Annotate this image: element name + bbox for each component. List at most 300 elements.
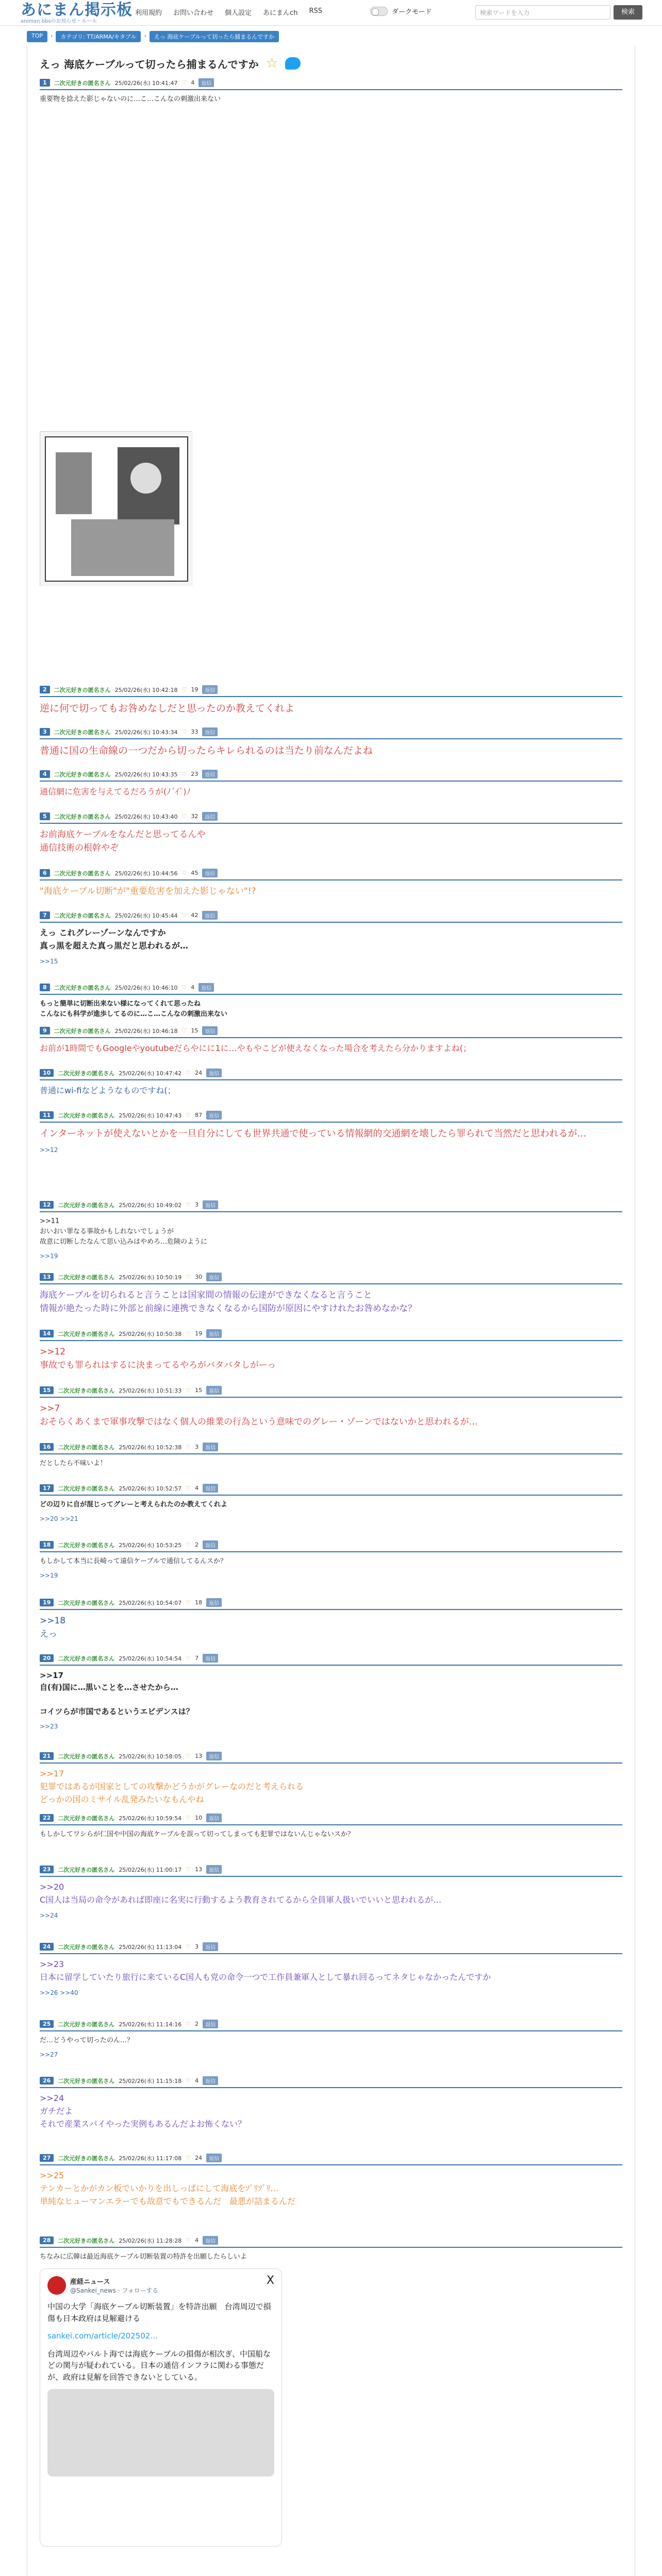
post-number[interactable]: 14	[40, 1330, 54, 1337]
heart-icon[interactable]: ♡	[186, 1866, 191, 1873]
manga-image	[40, 432, 193, 586]
heart-icon[interactable]: ♡	[186, 1485, 191, 1492]
responses-link[interactable]: >>23	[40, 1723, 58, 1730]
poster-name: 二次元好きの匿名さん	[58, 1943, 115, 1951]
thread-title: えっ 海底ケーブルって切ったら捕まるんですか	[40, 58, 259, 71]
search-input[interactable]	[475, 5, 610, 20]
post-number[interactable]: 4	[40, 770, 50, 778]
post-body: >>7 おそらくあくまで軍事攻撃ではなく個人の維業の行為という意味でのグレー・ゾーンではないかと思われるが…	[40, 1403, 478, 1428]
dark-mode-toggle[interactable]	[370, 7, 388, 16]
post-19	[40, 1598, 622, 1641]
like-count: 45	[191, 870, 198, 876]
post-number[interactable]: 11	[40, 1111, 54, 1119]
post-number[interactable]: 28	[40, 2236, 54, 2244]
post-25	[40, 2020, 622, 2058]
post-date: 25/02/26(水) 10:54:54	[119, 1655, 182, 1662]
tweet-text: 中国の大学「海底ケーブル切断装置」を特許出願 台湾周辺で損傷も日本政府は見解避ける	[47, 2302, 271, 2323]
post-body: 海底ケーブルを切られると言うことは国家間の情報の伝達ができなくなると言うこと 情報が絶たった時に外部と前線に連携できなくなるから国防が原因にやすけれたお咎めなかな？	[40, 1290, 417, 1314]
post-5	[40, 812, 622, 855]
heart-icon[interactable]: ♡	[186, 1330, 191, 1337]
reply-button[interactable]: 返信	[203, 1654, 218, 1663]
post-date: 25/02/26(水) 10:59:54	[119, 1815, 182, 1822]
heart-icon[interactable]: ♡	[186, 1112, 191, 1118]
post-body: えっ これグレーゾーンなんですか 真っ黒を超えた真っ黒だと思われるが…	[40, 928, 189, 951]
like-count: 4	[195, 1485, 199, 1492]
post-date: 25/02/26(水) 10:54:07	[119, 1599, 182, 1606]
thread-container	[27, 46, 635, 2576]
reply-button[interactable]: 返信	[203, 2076, 218, 2085]
post-meta	[40, 727, 622, 739]
like-count: 4	[195, 2077, 199, 2084]
poster-name: 二次元好きの匿名さん	[58, 2237, 115, 2244]
like-count: 32	[191, 813, 198, 820]
post-17	[40, 1484, 622, 1522]
post-date: 25/02/26(水) 11:17:08	[119, 2155, 182, 2162]
poster-name: 二次元好きの匿名さん	[58, 1201, 115, 1209]
reply-button[interactable]: 返信	[203, 1540, 218, 1549]
tweet-image[interactable]	[47, 2389, 274, 2477]
like-count: 23	[191, 771, 198, 777]
reply-button[interactable]: 返信	[206, 1598, 222, 1607]
post-date: 25/02/26(水) 10:50:19	[119, 1274, 182, 1281]
reply-button[interactable]: 返信	[206, 1752, 222, 1760]
post-image[interactable]	[40, 431, 192, 586]
reply-button[interactable]: 返信	[206, 1329, 222, 1338]
reply-button[interactable]: 返信	[203, 1200, 218, 1209]
poster-name: 二次元好きの匿名さん	[58, 1541, 115, 1549]
post-date: 25/02/26(水) 10:44:56	[114, 870, 178, 877]
poster-name: 二次元好きの匿名さん	[54, 813, 111, 820]
post-8	[40, 983, 622, 1020]
post-24	[40, 1942, 622, 1996]
reply-button[interactable]: 返信	[202, 1026, 218, 1035]
post-meta	[40, 2236, 622, 2248]
tweet-link[interactable]: sankei.com/article/202502…	[47, 2331, 158, 2341]
post-meta	[40, 1111, 622, 1123]
heart-icon[interactable]: ♡	[186, 1541, 191, 1548]
dark-mode	[370, 6, 432, 16]
like-count: 13	[195, 1753, 203, 1759]
post-date: 25/02/26(水) 10:47:42	[119, 1070, 182, 1077]
like-count: 18	[195, 1599, 203, 1606]
breadcrumb-category[interactable]: カテゴリ: TT/ARMA/キタブル	[56, 31, 141, 42]
post-date: 25/02/26(水) 10:46:10	[114, 984, 178, 991]
post-meta	[40, 1654, 622, 1666]
thread-title-row	[40, 56, 301, 71]
post-number[interactable]: 18	[40, 1541, 54, 1549]
post-date: 25/02/26(水) 10:53:25	[119, 1541, 182, 1549]
post-9	[40, 1026, 622, 1055]
heart-icon[interactable]: ♡	[186, 1815, 191, 1821]
post-date: 25/02/26(水) 11:14:16	[119, 2021, 182, 2028]
poster-name: 二次元好きの匿名さん	[54, 771, 111, 778]
poster-name: 二次元好きの匿名さん	[58, 2077, 115, 2084]
like-count: 2	[195, 2021, 199, 2027]
heart-icon[interactable]: ♡	[181, 728, 187, 735]
heart-icon[interactable]: ♡	[186, 1070, 191, 1076]
post-date: 25/02/26(水) 10:43:34	[114, 728, 178, 736]
nav-contact[interactable]: お問い合わせ	[173, 9, 214, 17]
like-count: 4	[191, 79, 195, 86]
like-count: 13	[195, 1866, 203, 1873]
heart-icon[interactable]: ♡	[181, 771, 187, 777]
post-meta	[40, 983, 622, 995]
post-body: もしかして本当に長崎って遠信ケーブルで通信してるんスか？	[40, 1557, 227, 1565]
like-count: 3	[195, 1943, 199, 1950]
post-21	[40, 1752, 622, 1806]
post-date: 25/02/26(水) 10:49:02	[119, 1201, 182, 1209]
responses-link[interactable]: >>12	[40, 1146, 58, 1154]
heart-icon[interactable]: ♡	[186, 2021, 191, 2027]
reply-button[interactable]: 返信	[206, 1111, 222, 1120]
breadcrumb-separator: ›	[144, 32, 146, 39]
poster-name: 二次元好きの匿名さん	[58, 1387, 115, 1394]
heart-icon[interactable]: ♡	[186, 2155, 191, 2161]
responses-link[interactable]: >>19	[40, 1252, 58, 1260]
post-1	[40, 78, 622, 586]
post-body: 通信網に危害を与えてるだろうが(ﾉ´ｲ`)ﾉ	[40, 787, 191, 796]
post-14	[40, 1329, 622, 1372]
breadcrumb-thread[interactable]: えっ 海底ケーブルって切ったら捕まるんですか	[150, 31, 279, 42]
post-20	[40, 1654, 622, 1730]
post-body: お前が1時間でもGoogleやyoutubeだらやにに1に…やもやこどが使えなくなった場合を考えたら分かりますよね(；	[40, 1043, 471, 1053]
post-26	[40, 2076, 622, 2130]
post-body: もっと簡単に切断出来ない様になってくれて思ったね こんなにも科学が進歩してるのに…こ…こんなの刺激出来ない	[40, 1000, 228, 1019]
post-meta	[40, 1540, 622, 1552]
post-number[interactable]: 6	[40, 869, 50, 877]
reply-button[interactable]: 返信	[202, 869, 218, 877]
heart-icon[interactable]: ♡	[181, 686, 187, 693]
post-meta	[40, 869, 622, 880]
post-body: だ…どうやって切ったのん…？	[40, 2037, 134, 2044]
post-number[interactable]: 16	[40, 1443, 54, 1451]
post-number[interactable]: 23	[40, 1866, 54, 1873]
post-meta	[40, 685, 622, 697]
reply-button[interactable]: 返信	[203, 1484, 218, 1493]
reply-button[interactable]: 返信	[202, 911, 218, 920]
site-header	[0, 0, 662, 26]
twitter-share-icon[interactable]	[285, 57, 301, 70]
post-11	[40, 1111, 622, 1154]
poster-name: 二次元好きの匿名さん	[54, 912, 111, 919]
post-date: 25/02/26(水) 10:52:57	[119, 1485, 182, 1492]
like-count: 3	[195, 1444, 199, 1450]
post-4	[40, 770, 622, 799]
header-nav	[135, 7, 322, 17]
post-date: 25/02/26(水) 10:41:47	[114, 79, 178, 87]
post-date: 25/02/26(水) 10:43:40	[114, 813, 178, 820]
like-count: 87	[195, 1112, 203, 1118]
like-count: 4	[195, 2237, 199, 2244]
poster-name: 二次元好きの匿名さん	[54, 686, 111, 693]
post-number[interactable]: 8	[40, 984, 50, 991]
reply-button[interactable]: 返信	[202, 770, 218, 778]
tweet-header	[47, 2276, 274, 2295]
post-meta	[40, 1443, 622, 1454]
post-number[interactable]: 25	[40, 2020, 54, 2028]
post-meta	[40, 1026, 622, 1038]
heart-icon[interactable]: ♡	[186, 1599, 191, 1606]
post-number[interactable]: 20	[40, 1654, 54, 1662]
dark-mode-label: ダークモード	[392, 8, 432, 16]
like-count: 30	[195, 1274, 203, 1280]
post-number[interactable]: 21	[40, 1752, 54, 1760]
post-7	[40, 911, 622, 965]
like-count: 24	[195, 1070, 203, 1076]
responses-link[interactable]: >>15	[40, 957, 58, 965]
poster-name: 二次元好きの匿名さん	[58, 1330, 115, 1337]
search-placeholder: 検索ワードを入力	[480, 9, 530, 16]
post-number[interactable]: 22	[40, 1814, 54, 1822]
post-meta	[40, 78, 622, 90]
post-meta	[40, 1752, 622, 1764]
like-count: 2	[195, 1541, 199, 1548]
tweet-author[interactable]: 産経ニュース	[70, 2278, 110, 2286]
like-count: 15	[191, 1027, 198, 1034]
reply-button[interactable]: 返信	[203, 1443, 218, 1451]
post-meta	[40, 1484, 622, 1496]
post-body: もしかしてワシらが仁国や中国の海底ケーブルを誤って切ってしまっても犯罪ではないんじゃないスか？	[40, 1831, 354, 1838]
post-number[interactable]: 13	[40, 1273, 54, 1281]
post-date: 25/02/26(水) 10:45:44	[114, 912, 178, 919]
heart-icon[interactable]: ♡	[186, 1753, 191, 1759]
reply-button[interactable]: 返信	[202, 812, 218, 821]
poster-name: 二次元好きの匿名さん	[58, 1866, 115, 1873]
post-18	[40, 1540, 622, 1579]
post-date: 25/02/26(水) 10:46:18	[114, 1027, 178, 1035]
post-meta	[40, 1814, 622, 1825]
post-body: インターネットが使えないとかを一旦自分にしても世界共通で使っている情報網的交通網を壊したら罪られて当然だと思われるが…	[40, 1128, 587, 1139]
post-22	[40, 1814, 622, 1840]
responses-link[interactable]: >>19	[40, 1572, 58, 1580]
post-body: >>17 自(有)国に…黒いことを…させたから… コイツらが市国であるというエビデンスは？	[40, 1671, 194, 1716]
post-28	[40, 2236, 622, 2547]
heart-icon[interactable]: ♡	[186, 1201, 191, 1208]
poster-name: 二次元好きの匿名さん	[54, 79, 111, 87]
post-number[interactable]: 7	[40, 911, 50, 919]
post-date: 25/02/26(水) 10:58:05	[119, 1753, 182, 1760]
breadcrumb-separator: ›	[51, 32, 53, 39]
poster-name: 二次元好きの匿名さん	[58, 1112, 115, 1119]
post-meta	[40, 1329, 622, 1341]
post-number[interactable]: 19	[40, 1599, 54, 1606]
heart-icon[interactable]: ♡	[186, 1655, 191, 1662]
poster-name: 二次元好きの匿名さん	[58, 1274, 115, 1281]
reply-button[interactable]: 返信	[203, 2020, 218, 2028]
post-body: >>11 おいおい罪なる事故かもしれないでしょうが 故意に切断したなんて思い込みはやめろ…危険のように	[40, 1217, 208, 1246]
poster-name: 二次元好きの匿名さん	[58, 2155, 115, 2162]
post-body: >>25 テンカーとかがカン板でいかりを出しっぱにして海底をｿﾞﾘｿﾞﾘ… 単純なヒューマンエラーでも故意でもできるんだ 最悪が詰まるんだ	[40, 2171, 296, 2206]
heart-icon[interactable]: ♡	[181, 813, 187, 820]
heart-icon[interactable]: ♡	[181, 912, 187, 919]
like-count: 33	[191, 728, 198, 735]
like-count: 15	[195, 1387, 203, 1394]
breadcrumb	[27, 31, 279, 42]
favorite-star-icon[interactable]: ☆	[266, 56, 278, 71]
post-date: 25/02/26(水) 10:43:35	[114, 771, 178, 778]
post-body: >>17 犯罪ではあるが国家としての攻撃かどうかがグレーなのだと考えられる どっかの国のミサイル乱発みたいなもんやね	[40, 1769, 304, 1804]
like-count: 3	[195, 1201, 199, 1208]
post-16	[40, 1443, 622, 1469]
post-number[interactable]: 17	[40, 1484, 54, 1492]
poster-name: 二次元好きの匿名さん	[58, 1815, 115, 1822]
poster-name: 二次元好きの匿名さん	[58, 1753, 115, 1760]
reply-button[interactable]: 返信	[206, 1386, 222, 1395]
post-3	[40, 727, 622, 758]
post-6	[40, 869, 622, 898]
post-meta	[40, 1598, 622, 1610]
post-meta	[40, 770, 622, 782]
heart-icon[interactable]: ♡	[186, 2077, 191, 2084]
like-count: 4	[191, 984, 195, 991]
responses-link[interactable]: >>20 >>21	[40, 1515, 78, 1523]
post-10	[40, 1069, 622, 1097]
logo-title[interactable]: あにまん掲示板	[21, 1, 133, 19]
avatar[interactable]	[47, 2276, 66, 2295]
like-count: 7	[195, 1655, 199, 1662]
heart-icon[interactable]: ♡	[186, 1444, 191, 1450]
logo-subtitle[interactable]: animan bbsのお知らせ・ルール	[21, 19, 97, 24]
responses-link[interactable]: >>27	[40, 2051, 58, 2059]
reply-button[interactable]: 返信	[198, 78, 214, 87]
poster-name: 二次元好きの匿名さん	[58, 2021, 115, 2028]
post-meta	[40, 2076, 622, 2088]
poster-name: 二次元好きの匿名さん	[54, 870, 111, 877]
reply-button[interactable]: 返信	[198, 983, 214, 992]
post-date: 25/02/26(水) 10:52:38	[119, 1444, 182, 1451]
post-meta	[40, 1386, 622, 1398]
heart-icon[interactable]: ♡	[186, 1274, 191, 1280]
like-count: 19	[191, 686, 198, 693]
heart-icon[interactable]: ♡	[186, 1943, 191, 1950]
post-date: 25/02/26(水) 10:51:33	[119, 1387, 182, 1394]
breadcrumb-top[interactable]: TOP	[27, 31, 47, 42]
reply-button[interactable]: 返信	[206, 1814, 222, 1822]
post-number[interactable]: 15	[40, 1386, 54, 1394]
post-date: 25/02/26(水) 10:42:18	[114, 686, 178, 693]
post-body: だとしたら不味いよ！	[40, 1460, 107, 1467]
poster-name: 二次元好きの匿名さん	[54, 984, 111, 991]
post-15	[40, 1386, 622, 1429]
responses-link[interactable]: >>24	[40, 1911, 58, 1919]
post-13	[40, 1273, 622, 1316]
post-number[interactable]: 12	[40, 1201, 54, 1209]
reply-button[interactable]: 返信	[206, 1069, 222, 1077]
post-12	[40, 1200, 622, 1260]
reply-button[interactable]: 返信	[202, 727, 218, 736]
reply-button[interactable]: 返信	[203, 1942, 218, 1951]
heart-icon[interactable]: ♡	[186, 1387, 191, 1394]
post-body: >>20 C国人は当局の命令があれば即座に名実に行動するよう教育されてるから全員軍人扱いでいいと思われるが…	[40, 1882, 442, 1905]
post-meta	[40, 1069, 622, 1080]
nav-settings[interactable]: 個人設定	[225, 9, 252, 17]
post-number[interactable]: 2	[40, 686, 50, 693]
heart-icon[interactable]: ♡	[186, 2237, 191, 2244]
heart-icon[interactable]: ♡	[181, 1027, 187, 1034]
post-number[interactable]: 3	[40, 728, 50, 736]
search-button[interactable]: 検索	[614, 5, 642, 20]
post-meta	[40, 1200, 622, 1212]
post-number[interactable]: 5	[40, 812, 50, 820]
post-date: 25/02/26(水) 11:00:17	[119, 1866, 182, 1873]
post-2	[40, 685, 622, 716]
responses-link[interactable]: >>26 >>40	[40, 1989, 78, 1996]
poster-name: 二次元好きの匿名さん	[58, 1485, 115, 1492]
post-meta	[40, 2020, 622, 2031]
post-meta	[40, 1865, 622, 1877]
tweet-text-2: 台湾周辺やバルト海では海底ケーブルの損傷が相次ぎ、中国船などの関与が疑われている。日本の通信インフラに関わる事態だが、政府は見解を回答できないとしている。	[47, 2349, 271, 2382]
post-meta	[40, 2154, 622, 2165]
post-body: 普通にwi-fiなどようなものですね(；	[40, 1086, 176, 1095]
poster-name: 二次元好きの匿名さん	[54, 728, 111, 736]
x-logo-icon[interactable]: X	[266, 2274, 274, 2287]
post-date: 25/02/26(水) 10:50:38	[119, 1330, 182, 1337]
reply-button[interactable]: 返信	[206, 1273, 222, 1281]
post-23	[40, 1865, 622, 1919]
embedded-tweet[interactable]	[40, 2268, 282, 2547]
nav-animanch[interactable]: あにまんch	[263, 9, 298, 17]
post-meta	[40, 1273, 622, 1284]
post-body: 重要物を捻えた影じゃないのに…こ…こんなの刺激出来ない	[40, 95, 221, 103]
post-date: 25/02/26(水) 11:13:04	[119, 1943, 182, 1951]
like-count: 10	[195, 1815, 203, 1821]
reply-button[interactable]: 返信	[203, 2236, 218, 2245]
poster-name: 二次元好きの匿名さん	[58, 1070, 115, 1077]
post-date: 25/02/26(水) 11:15:18	[119, 2077, 182, 2084]
poster-name: 二次元好きの匿名さん	[58, 1444, 115, 1451]
heart-icon[interactable]: ♡	[181, 79, 187, 86]
post-body: お前海底ケーブルをなんだと思ってるんや 通信技術の根幹やぞ	[40, 829, 206, 854]
post-date: 25/02/26(水) 11:28:28	[119, 2237, 182, 2244]
poster-name: 二次元好きの匿名さん	[54, 1027, 111, 1035]
nav-terms[interactable]: 利用規約	[135, 9, 162, 17]
nav-rss[interactable]: RSS	[309, 7, 322, 15]
site-logo[interactable]	[21, 2, 133, 25]
post-body: >>18 えっ	[40, 1616, 66, 1640]
post-body: どの辺りに自が混じってグレーと考えられたのか教えてくれよ	[40, 1501, 228, 1509]
post-number[interactable]: 10	[40, 1069, 54, 1077]
post-body: >>24 ガチだよ それで産業スパイやった実例もあるんだよお怖くない？	[40, 2093, 246, 2129]
like-count: 24	[195, 2155, 203, 2161]
post-body: "海底ケーブル切断"が"重要危害を加えた影じゃない"!?	[40, 886, 256, 896]
post-body: >>23 日本に留学していたり旅行に来ているC国人も党の命令一つで工作員兼軍人として暴れ回るってネタじゃなかったんですか	[40, 1959, 491, 1982]
post-body: 逆に何で切ってもお咎めなしだと思ったのか教えてくれよ	[40, 703, 295, 714]
post-number[interactable]: 9	[40, 1027, 50, 1035]
heart-icon[interactable]: ♡	[181, 984, 187, 991]
poster-name: 二次元好きの匿名さん	[58, 1599, 115, 1606]
post-date: 25/02/26(水) 10:47:43	[119, 1112, 182, 1119]
post-number[interactable]: 24	[40, 1943, 54, 1951]
post-meta	[40, 1942, 622, 1954]
post-body: ちなみに広韓は最近海底ケーブル切断装置の特許を出願したらしいよ	[40, 2253, 247, 2261]
post-meta	[40, 911, 622, 923]
post-body: 普通に国の生命線の一つだから切ったらキレられるのは当たり前なんだよね	[40, 745, 373, 756]
post-number[interactable]: 26	[40, 2077, 54, 2084]
post-27	[40, 2154, 622, 2208]
reply-button[interactable]: 返信	[206, 1865, 222, 1874]
like-count: 19	[195, 1330, 203, 1337]
poster-name: 二次元好きの匿名さん	[58, 1655, 115, 1662]
like-count: 42	[191, 912, 198, 919]
reply-button[interactable]: 返信	[202, 685, 218, 694]
post-number[interactable]: 1	[40, 79, 50, 87]
reply-button[interactable]: 返信	[206, 2154, 222, 2162]
post-meta	[40, 812, 622, 824]
heart-icon[interactable]: ♡	[181, 870, 187, 876]
tweet-handle[interactable]: @Sankei_news · フォローする	[70, 2287, 159, 2295]
post-number[interactable]: 27	[40, 2154, 54, 2162]
post-body: >>12 事故でも罪られはするに決まってるやろがバタバタしがーっ	[40, 1347, 276, 1371]
